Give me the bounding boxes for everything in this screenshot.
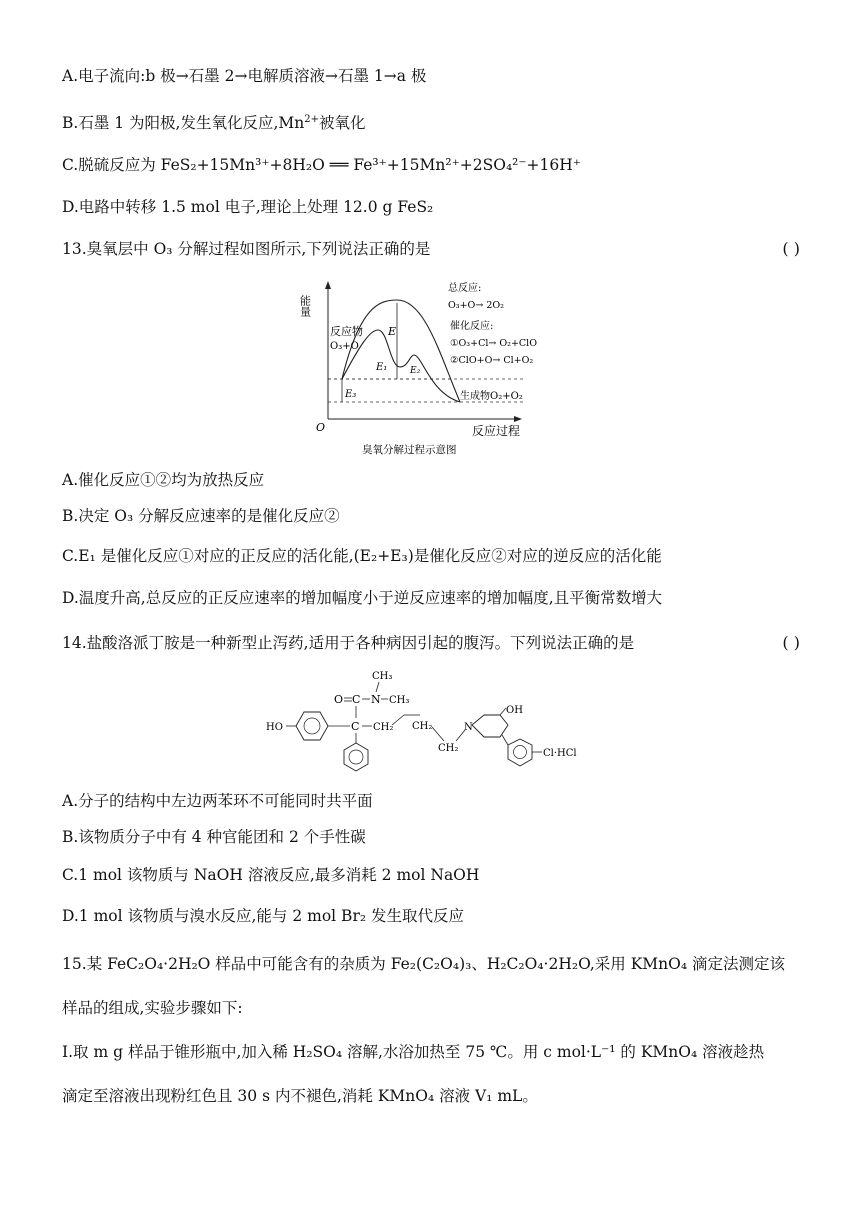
q14-stem: 14.盐酸洛派丁胺是一种新型止泻药,适用于各种病因引起的腹泻。下列说法正确的是 — [62, 634, 635, 652]
carbonyl-o: O — [334, 693, 344, 706]
ch2-b: CH₂ — [412, 721, 433, 732]
catalyzed-curve — [342, 330, 460, 402]
piperidine-n: N — [464, 722, 473, 733]
figure-caption: 臭氧分解过程示意图 — [362, 444, 457, 456]
center-c: C — [351, 720, 360, 733]
q12-option-b-tail: 被氧化 — [319, 114, 366, 132]
phenyl-ring-inner — [349, 750, 363, 764]
q15-step-1-line-2: 滴定至溶液出现粉红色且 30 s 内不褪色,消耗 KMnO₄ 溶液 V₁ mL。 — [62, 1087, 538, 1105]
x-axis-label: 反应过程 — [472, 424, 521, 438]
e3-label: E₃ — [345, 389, 357, 400]
e2-label: E₂ — [410, 366, 421, 376]
ho-group: HO — [266, 722, 283, 733]
q12-option-a: A.电子流向:b 极→石墨 2→电解质溶液→石墨 1→a 极 — [62, 67, 427, 85]
x-axis-arrow — [514, 416, 522, 422]
cl-hcl: Cl·HCl — [543, 748, 577, 759]
q13-answer-bracket: ( ) — [782, 239, 800, 258]
q12-option-d: D.电路中转移 1.5 mol 电子,理论上处理 12.0 g FeS₂ — [62, 198, 434, 216]
chlorophenyl-ring-inner — [514, 746, 527, 759]
y-axis-arrow — [325, 281, 331, 289]
e-label: E — [388, 325, 397, 338]
phenyl-ring — [344, 743, 368, 771]
ch3-top: CH₃ — [372, 671, 393, 682]
q13-option-c: C.E₁ 是催化反应①对应的正反应的活化能,(E₂+E₃)是催化反应②对应的逆反应的活化能 — [62, 547, 662, 565]
ch2-c: CH₂ — [438, 743, 459, 754]
catalytic-step-2: ②ClO+O→ Cl+O₂ — [450, 355, 534, 366]
oh-group: OH — [506, 705, 523, 716]
origin-label: O — [316, 421, 326, 434]
ch2-a: CH₂ — [373, 722, 394, 733]
catalytic-title: 催化反应: — [450, 321, 494, 332]
q12-option-c: C.脱硫反应为 FeS₂+15Mn³⁺+8H₂O ══ Fe³⁺+15Mn²⁺+2SO₄²⁻+16H⁺ — [62, 156, 581, 174]
q13-option-d: D.温度升高,总反应的正反应速率的增加幅度小于逆反应速率的增加幅度,且平衡常数增大 — [62, 589, 663, 607]
piperidine-ring — [472, 715, 508, 737]
q14-answer-bracket: ( ) — [782, 633, 800, 652]
bond-chlorophenyl — [502, 735, 508, 745]
phenol-ring — [296, 712, 328, 740]
q12-option-b — [62, 113, 366, 133]
loperamide-structure — [262, 665, 602, 785]
q13-stem: 13.臭氧层中 O₃ 分解过程如图所示,下列说法正确的是 — [62, 240, 431, 258]
total-reaction-equation: O₃+O→ 2O₂ — [448, 300, 504, 311]
uncatalyzed-curve — [342, 300, 460, 402]
q14-option-c: C.1 mol 该物质与 NaOH 溶液反应,最多消耗 2 mol NaOH — [62, 866, 480, 884]
reactant-label: 反应物 — [330, 325, 363, 338]
reactant-formula: O₃+O — [330, 341, 359, 352]
ch3-right: CH₃ — [389, 695, 410, 706]
chlorophenyl-ring — [508, 739, 532, 766]
q14-option-b: B.该物质分子中有 4 种官能团和 2 个手性碳 — [62, 828, 366, 846]
q13-option-b: B.决定 O₃ 分解反应速率的是催化反应② — [62, 507, 340, 525]
catalytic-step-1: ①O₃+Cl→ O₂+ClO — [450, 338, 538, 349]
q14-option-a: A.分子的结构中左边两苯环不可能同时共平面 — [62, 792, 373, 810]
y-axis-label: 能量 — [298, 295, 312, 317]
q14-option-d: D.1 mol 该物质与溴水反应,能与 2 mol Br₂ 发生取代反应 — [62, 907, 465, 925]
bond-ch2b-ch2c — [432, 727, 444, 741]
product-label: 生成物O₂+O₂ — [460, 391, 523, 402]
amide-n: N — [371, 693, 381, 706]
e1-label: E₁ — [376, 362, 388, 373]
amide-c: C — [352, 693, 361, 706]
bond-ch2a-ch2b — [392, 715, 404, 725]
bond-n-ch3-top — [376, 682, 379, 692]
q15-line-2: 样品的组成,实验步骤如下: — [62, 999, 243, 1017]
q15-line-1: 15.某 FeC₂O₄·2H₂O 样品中可能含有的杂质为 Fe₂(C₂O₄)₃、H₂C₂O₄·2H₂O,采用 KMnO₄ 滴定法测定该 — [62, 955, 786, 973]
total-reaction-title: 总反应: — [448, 283, 482, 294]
q12-option-b-charge: 2+ — [304, 113, 319, 125]
q12-option-b-text: B.石墨 1 为阳极,发生氧化反应,Mn — [62, 114, 305, 132]
phenol-ring-inner — [304, 718, 320, 734]
q15-step-1-line-1: Ⅰ.取 m g 样品于锥形瓶中,加入稀 H₂SO₄ 溶解,水浴加热至 75 ℃。用 c mol·L⁻¹ 的 KMnO₄ 溶液趁热 — [62, 1043, 765, 1061]
q13-option-a: A.催化反应①②均为放热反应 — [62, 471, 265, 489]
ozone-energy-diagram — [300, 275, 570, 460]
